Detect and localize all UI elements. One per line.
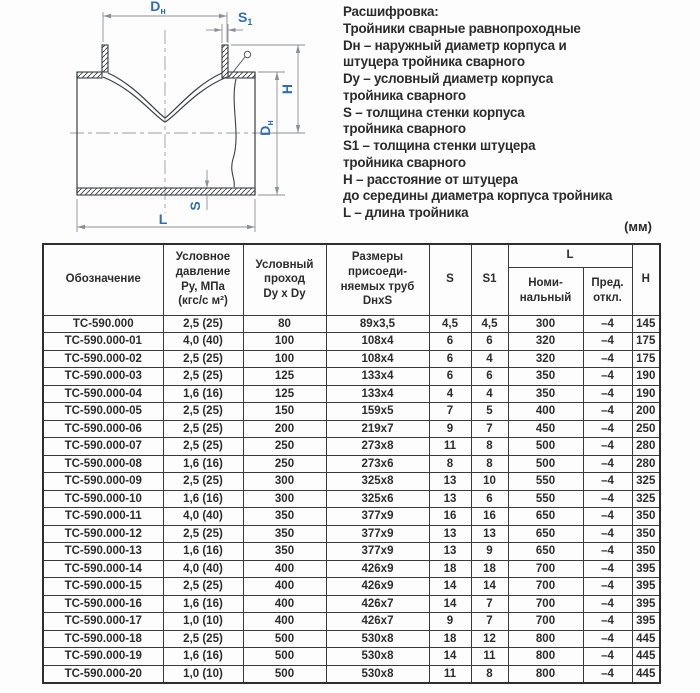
table-row <box>43 578 660 596</box>
table-cell: 377x9 <box>326 543 429 561</box>
table-cell: –4 <box>583 420 632 438</box>
table-cell: 325 <box>632 490 660 508</box>
table-cell: –4 <box>583 368 632 386</box>
table-cell: 400 <box>508 403 583 421</box>
table-cell: 350 <box>243 543 326 561</box>
legend-line: тройника сварного <box>343 87 466 103</box>
table-cell: 2,5 (25) <box>163 315 243 333</box>
table-cell: 10 <box>471 473 508 491</box>
table-cell: 4 <box>471 385 508 403</box>
table-cell: 18 <box>471 560 508 578</box>
table-cell: 426x7 <box>326 595 429 613</box>
table-row <box>43 385 660 403</box>
table-cell: 400 <box>243 613 326 631</box>
table-cell: 395 <box>632 578 660 596</box>
table-cell: 350 <box>508 385 583 403</box>
table-cell: 2,5 (25) <box>163 525 243 543</box>
table-cell: 4 <box>429 385 471 403</box>
dim-label-dn-top: $D_н$ <box>150 0 166 16</box>
table-cell: 350 <box>508 368 583 386</box>
table-cell: –4 <box>583 595 632 613</box>
table-cell: 6 <box>471 490 508 508</box>
table-cell: ТС-590.000-15 <box>43 578 163 596</box>
table-cell: 445 <box>632 630 660 648</box>
table-cell: 280 <box>632 455 660 473</box>
table-cell: 500 <box>243 665 326 683</box>
table-cell: 300 <box>243 490 326 508</box>
table-cell: 16 <box>471 508 508 526</box>
table-cell: 550 <box>508 473 583 491</box>
table-cell: ТС-590.000-14 <box>43 560 163 578</box>
table-cell: 190 <box>632 385 660 403</box>
table-cell: –4 <box>583 525 632 543</box>
table-cell: 530x8 <box>326 630 429 648</box>
table-cell: 6 <box>429 368 471 386</box>
col-header-bore: Условный проход Dy x Dy <box>243 244 326 315</box>
table-row <box>43 630 660 648</box>
legend-line: тройника сварного <box>343 121 466 137</box>
table-cell: 6 <box>471 333 508 351</box>
table-cell: 13 <box>429 543 471 561</box>
table-cell: 325x8 <box>326 473 429 491</box>
table-row <box>43 420 660 438</box>
table-cell: 2,5 (25) <box>163 403 243 421</box>
table-cell: ТС-590.000-20 <box>43 665 163 683</box>
col-header-pressure: Условное давление Ру, МПа (кгс/с м²) <box>163 244 243 315</box>
table-cell: 250 <box>243 438 326 456</box>
table-cell: 4 <box>471 350 508 368</box>
spec-table <box>42 243 661 684</box>
table-cell: 350 <box>632 508 660 526</box>
table-cell: 500 <box>243 648 326 666</box>
table-cell: 8 <box>471 665 508 683</box>
dim-label-h: H <box>279 83 295 95</box>
table-cell: 377x9 <box>326 525 429 543</box>
legend-line: Тройники сварные равнопроходные <box>343 20 581 36</box>
table-cell: 280 <box>632 438 660 456</box>
tee-walls <box>77 45 255 195</box>
legend-line: Dн – наружный диаметр корпуса и <box>343 37 567 53</box>
table-cell: 6 <box>429 333 471 351</box>
units-note: (мм) <box>624 219 652 234</box>
table-cell: 14 <box>429 578 471 596</box>
table-cell: 377x9 <box>326 508 429 526</box>
table-cell: 445 <box>632 665 660 683</box>
table-cell: 800 <box>508 665 583 683</box>
table-cell: 300 <box>243 473 326 491</box>
table-cell: 4,0 (40) <box>163 508 243 526</box>
table-cell: 650 <box>508 543 583 561</box>
table-cell: 200 <box>243 420 326 438</box>
table-cell: 159x5 <box>326 403 429 421</box>
table-cell: 650 <box>508 508 583 526</box>
table-row <box>43 508 660 526</box>
table-cell: ТС-590.000-11 <box>43 508 163 526</box>
legend-line: Dу – условный диаметр корпуса <box>343 71 553 86</box>
table-cell: 2,5 (25) <box>163 630 243 648</box>
table-cell: –4 <box>583 508 632 526</box>
table-cell: 4,0 (40) <box>163 560 243 578</box>
table-cell: 125 <box>243 385 326 403</box>
table-cell: 89x3,5 <box>326 315 429 333</box>
table-cell: ТС-590.000-16 <box>43 595 163 613</box>
table-cell: ТС-590.000-02 <box>43 350 163 368</box>
table-cell: 11 <box>429 665 471 683</box>
table-row <box>43 333 660 351</box>
table-cell: 9 <box>429 613 471 631</box>
table-cell: 175 <box>632 350 660 368</box>
table-cell: 100 <box>243 333 326 351</box>
table-cell: –4 <box>583 560 632 578</box>
table-cell: 100 <box>243 350 326 368</box>
table-cell: ТС-590.000-09 <box>43 473 163 491</box>
table-cell: –4 <box>583 385 632 403</box>
table-cell: 395 <box>632 613 660 631</box>
table-cell: 8 <box>471 438 508 456</box>
col-header-pipe-sizes: Размеры присоеди- няемых труб DнxS <box>326 244 429 315</box>
table-cell: 530x8 <box>326 665 429 683</box>
table-row <box>43 560 660 578</box>
table-cell: 133x4 <box>326 385 429 403</box>
table-cell: 400 <box>243 578 326 596</box>
legend-line: до середины диаметра корпуса тройника <box>343 188 613 204</box>
table-cell: 13 <box>429 490 471 508</box>
table-cell: 125 <box>243 368 326 386</box>
table-cell: ТС-590.000-07 <box>43 438 163 456</box>
table-cell: 300 <box>508 315 583 333</box>
table-row <box>43 490 660 508</box>
legend-line: Расшифровка: <box>343 4 439 19</box>
table-cell: –4 <box>583 350 632 368</box>
table-row <box>43 438 660 456</box>
table-cell: ТС-590.000 <box>43 315 163 333</box>
table-cell: 5 <box>471 403 508 421</box>
table-cell: 500 <box>508 455 583 473</box>
table-cell: 350 <box>632 543 660 561</box>
spec-table-body <box>43 315 660 683</box>
table-row <box>43 543 660 561</box>
table-cell: ТС-590.000-03 <box>43 368 163 386</box>
table-cell: –4 <box>583 333 632 351</box>
table-cell: ТС-590.000-13 <box>43 543 163 561</box>
table-cell: 14 <box>471 578 508 596</box>
table-row <box>43 315 660 333</box>
table-cell: 1,6 (16) <box>163 490 243 508</box>
table-cell: 320 <box>508 333 583 351</box>
table-cell: 650 <box>508 525 583 543</box>
table-cell: 7 <box>471 595 508 613</box>
table-cell: 500 <box>243 630 326 648</box>
table-cell: –4 <box>583 543 632 561</box>
table-cell: 500 <box>508 438 583 456</box>
table-row <box>43 455 660 473</box>
table-cell: 426x7 <box>326 613 429 631</box>
table-cell: 219x7 <box>326 420 429 438</box>
table-row <box>43 473 660 491</box>
table-cell: 395 <box>632 560 660 578</box>
table-cell: 150 <box>243 403 326 421</box>
table-cell: 700 <box>508 560 583 578</box>
table-cell: ТС-590.000-18 <box>43 630 163 648</box>
table-cell: 80 <box>243 315 326 333</box>
table-cell: –4 <box>583 490 632 508</box>
dim-label-dn-right: $D_н$ <box>257 120 275 136</box>
table-cell: 2,5 (25) <box>163 350 243 368</box>
legend-text <box>343 4 695 222</box>
table-cell: 7 <box>471 420 508 438</box>
table-cell: 350 <box>243 508 326 526</box>
table-cell: 2,5 (25) <box>163 420 243 438</box>
table-cell: –4 <box>583 438 632 456</box>
table-cell: 4,0 (40) <box>163 333 243 351</box>
table-cell: 175 <box>632 333 660 351</box>
table-row <box>43 613 660 631</box>
table-cell: 400 <box>243 595 326 613</box>
table-cell: 450 <box>508 420 583 438</box>
table-cell: –4 <box>583 403 632 421</box>
table-cell: 7 <box>471 613 508 631</box>
table-cell: 250 <box>632 420 660 438</box>
table-cell: 14 <box>429 648 471 666</box>
table-cell: 395 <box>632 595 660 613</box>
table-cell: –4 <box>583 613 632 631</box>
table-cell: ТС-590.000-05 <box>43 403 163 421</box>
table-cell: 445 <box>632 648 660 666</box>
table-cell: 700 <box>508 578 583 596</box>
tee-drawing <box>0 0 340 240</box>
table-cell: 400 <box>243 560 326 578</box>
table-cell: ТС-590.000-08 <box>43 455 163 473</box>
table-cell: 13 <box>429 525 471 543</box>
table-row <box>43 595 660 613</box>
table-cell: –4 <box>583 648 632 666</box>
legend-line: S – толщина стенки корпуса <box>343 104 525 120</box>
table-cell: 1,6 (16) <box>163 595 243 613</box>
table-cell: ТС-590.000-04 <box>43 385 163 403</box>
col-header-l-deviation: Пред. откл. <box>583 267 632 315</box>
table-cell: 426x9 <box>326 560 429 578</box>
table-row <box>43 525 660 543</box>
table-cell: 800 <box>508 648 583 666</box>
legend-line: штуцера тройника сварного <box>343 54 525 70</box>
table-cell: 350 <box>243 525 326 543</box>
table-cell: ТС-590.000-12 <box>43 525 163 543</box>
table-cell: 13 <box>429 473 471 491</box>
dim-label-s1: $S_1$ <box>238 9 253 27</box>
table-cell: –4 <box>583 455 632 473</box>
table-cell: 325 <box>632 473 660 491</box>
table-cell: 12 <box>471 630 508 648</box>
table-cell: 800 <box>508 630 583 648</box>
table-cell: 18 <box>429 560 471 578</box>
table-cell: –4 <box>583 578 632 596</box>
legend-line: S1 – толщина стенки штуцера <box>343 138 536 153</box>
table-cell: 250 <box>243 455 326 473</box>
table-cell: 8 <box>429 455 471 473</box>
table-cell: ТС-590.000-17 <box>43 613 163 631</box>
table-cell: –4 <box>583 630 632 648</box>
table-row <box>43 648 660 666</box>
table-cell: ТС-590.000-01 <box>43 333 163 351</box>
table-cell: 320 <box>508 350 583 368</box>
table-cell: 700 <box>508 595 583 613</box>
table-cell: 11 <box>429 438 471 456</box>
table-cell: 108x4 <box>326 333 429 351</box>
table-cell: 9 <box>471 543 508 561</box>
table-cell: 4,5 <box>429 315 471 333</box>
table-cell: 550 <box>508 490 583 508</box>
table-row <box>43 665 660 683</box>
table-row <box>43 350 660 368</box>
table-cell: 1,6 (16) <box>163 648 243 666</box>
table-cell: –4 <box>583 665 632 683</box>
table-cell: 273x8 <box>326 438 429 456</box>
table-cell: ТС-590.000-19 <box>43 648 163 666</box>
table-cell: 1,0 (10) <box>163 665 243 683</box>
dim-label-l: L <box>158 211 168 227</box>
legend-line: тройника сварного <box>343 154 466 170</box>
dim-label-s: S <box>187 201 203 211</box>
table-cell: 145 <box>632 315 660 333</box>
table-cell: 8 <box>471 455 508 473</box>
body-outline <box>77 72 255 195</box>
table-cell: 700 <box>508 613 583 631</box>
col-header-l-group: L <box>508 244 632 267</box>
table-cell: 1,6 (16) <box>163 543 243 561</box>
table-cell: 273x6 <box>326 455 429 473</box>
table-cell: 108x4 <box>326 350 429 368</box>
table-cell: 16 <box>429 508 471 526</box>
col-header-s: S <box>429 244 471 315</box>
legend-line: L – длина тройника <box>343 205 469 220</box>
col-header-l-nominal: Номи- нальный <box>508 267 583 315</box>
table-cell: 2,5 (25) <box>163 473 243 491</box>
table-row <box>43 403 660 421</box>
table-cell: 1,6 (16) <box>163 385 243 403</box>
table-cell: 1,0 (10) <box>163 613 243 631</box>
table-cell: ТС-590.000-10 <box>43 490 163 508</box>
table-cell: 4,5 <box>471 315 508 333</box>
table-cell: 9 <box>429 420 471 438</box>
table-cell: 14 <box>429 595 471 613</box>
table-cell: 190 <box>632 368 660 386</box>
table-cell: 530x8 <box>326 648 429 666</box>
col-header-h: H <box>632 244 660 315</box>
table-cell: 426x9 <box>326 578 429 596</box>
table-cell: –4 <box>583 315 632 333</box>
table-cell: 2,5 (25) <box>163 578 243 596</box>
table-cell: 11 <box>471 648 508 666</box>
table-row <box>43 368 660 386</box>
table-cell: 133x4 <box>326 368 429 386</box>
table-cell: 200 <box>632 403 660 421</box>
col-header-designation: Обозначение <box>43 244 163 315</box>
table-cell: 6 <box>429 350 471 368</box>
table-cell: 350 <box>632 525 660 543</box>
table-cell: 1,6 (16) <box>163 455 243 473</box>
table-cell: 325x6 <box>326 490 429 508</box>
table-cell: –4 <box>583 473 632 491</box>
table-cell: ТС-590.000-06 <box>43 420 163 438</box>
legend-line: Н – расстояние от штуцера <box>343 171 518 187</box>
table-cell: 6 <box>471 368 508 386</box>
table-cell: 7 <box>429 403 471 421</box>
table-cell: 18 <box>429 630 471 648</box>
table-cell: 2,5 (25) <box>163 368 243 386</box>
table-cell: 13 <box>471 525 508 543</box>
table-cell: 2,5 (25) <box>163 438 243 456</box>
col-header-s1: S1 <box>471 244 508 315</box>
